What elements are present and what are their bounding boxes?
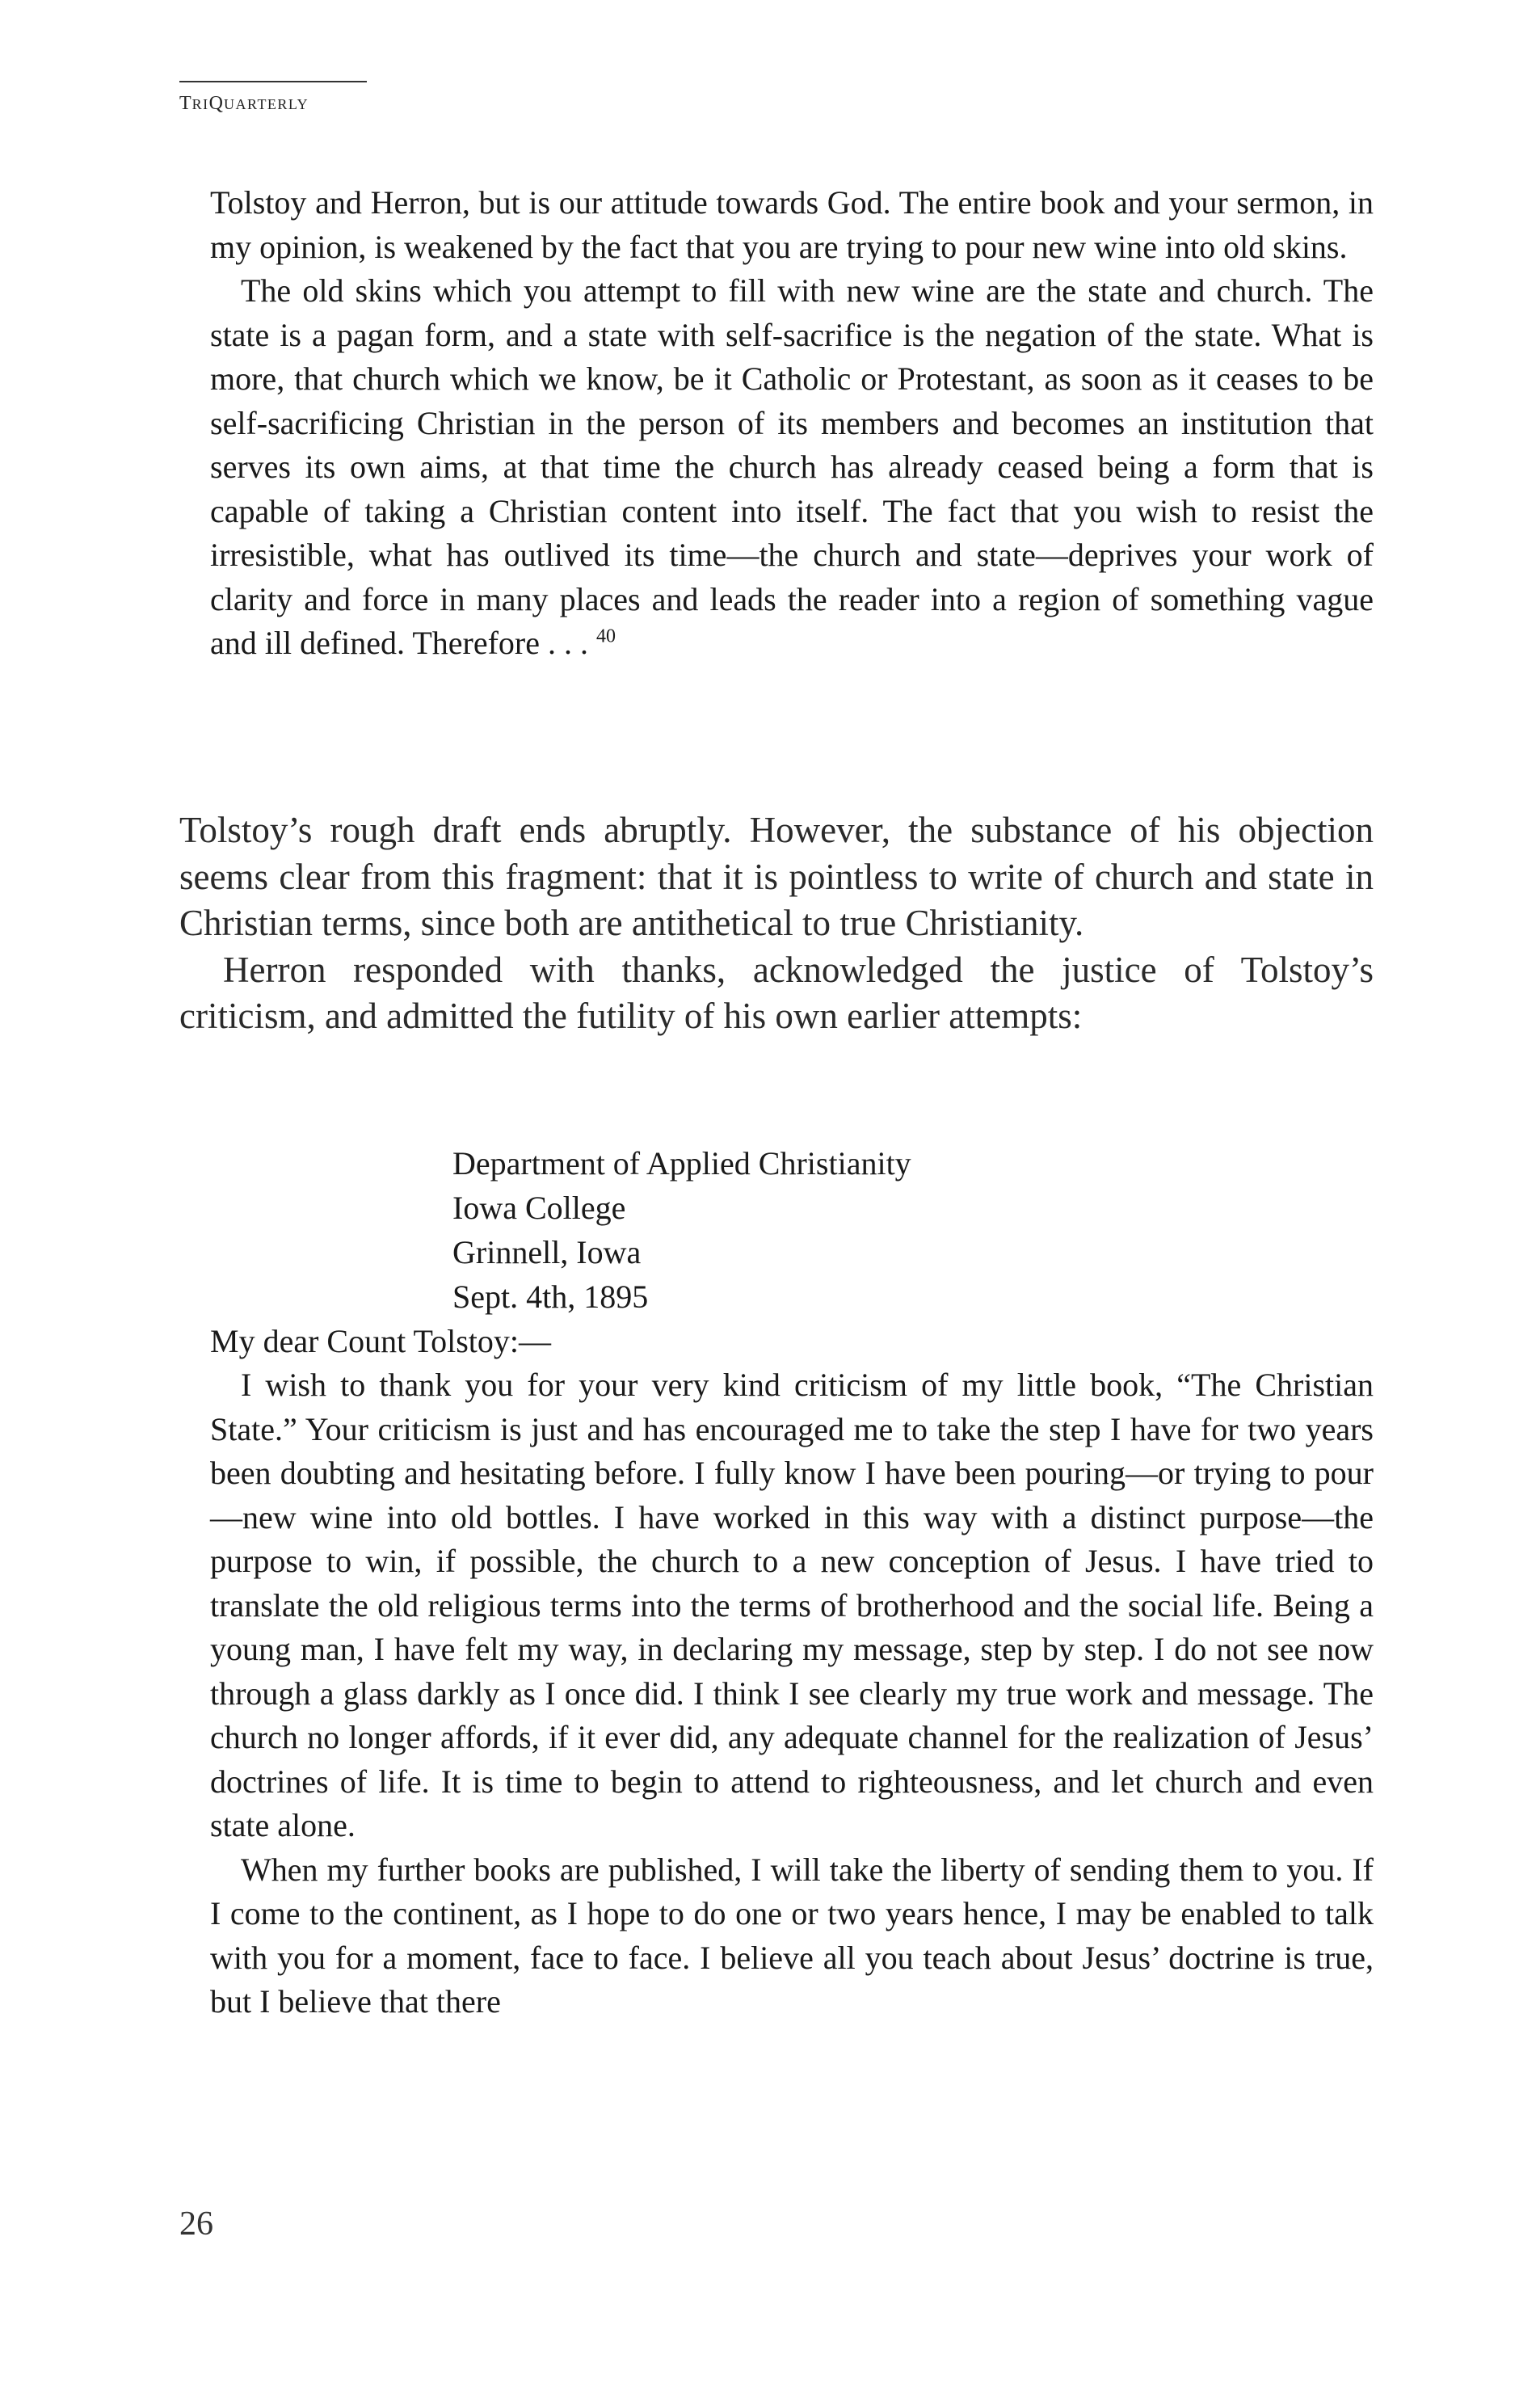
letter-salutation: My dear Count Tolstoy:— xyxy=(210,1323,552,1359)
address-line: Sept. 4th, 1895 xyxy=(452,1278,649,1315)
running-head-rule xyxy=(179,81,367,82)
quote-paragraph xyxy=(210,269,1374,666)
running-head-initial: Q xyxy=(208,93,225,114)
running-head-initial: T xyxy=(179,93,192,114)
address-line: Department of Applied Christianity xyxy=(452,1145,911,1182)
letter-body xyxy=(210,1363,1374,2024)
footnote-reference: 40 xyxy=(595,626,616,647)
quote-paragraph-text: The old skins which you attempt to fill with new wine are the state and church. The state is a pagan form, and a state with self-sacrifice is the negation of the state. What is more, that church which we know, be it Catholic or Protestant, as soon as it ceases to be self-sacrificing Christian in the person of its members and becomes an institution that serves its own aims, at that time the church has already ceased being a form that is capable of taking a Christian content into itself. The fact that you wish to resist the irresistible, what has outlived its time—the church and state—deprives your work of clarity and force in many places and leads the reader into a region of something vague and ill defined. Therefore . . . xyxy=(210,272,1374,661)
tolstoy-quote xyxy=(210,181,1374,666)
page-number: 26 xyxy=(179,2205,213,2243)
letter-paragraph: When my further books are published, I will take the liberty of sending them to you. If I come to the continent, as I hope to do one or two years hence, I may be enabled to talk with you for a moment, face to face. I believe all you teach about Jesus’ doctrine is true, but I believe that there xyxy=(210,1851,1374,2020)
running-head-smallcaps: UARTERLY xyxy=(224,96,309,112)
commentary-paragraph: Herron responded with thanks, acknowledged the justice of Tolstoy’s criticism, and admitted the futility of his own earlier attempts: xyxy=(179,949,1374,1036)
running-head xyxy=(179,93,309,115)
address-line: Grinnell, Iowa xyxy=(452,1234,642,1270)
running-head-smallcaps: RI xyxy=(191,96,209,112)
commentary xyxy=(179,807,1374,1040)
address-line: Iowa College xyxy=(452,1190,626,1226)
letter-address xyxy=(452,1141,911,1319)
quote-paragraph: Tolstoy and Herron, but is our attitude towards God. The entire book and your sermon, in my opinion, is weakened by the fact that you are trying to pour new wine into old skins. xyxy=(210,184,1374,265)
commentary-paragraph: Tolstoy’s rough draft ends abruptly. However, the substance of his objection seems clear from this fragment: that it is pointless to write of church and state in Christian terms, since both are antithetical to true Christianity. xyxy=(179,810,1374,943)
letter-paragraph: I wish to thank you for your very kind criticism of my little book, “The Christian State.” Your criticism is just and has encouraged me to take the step I have for two years been doubting and hesitating before. I fully know I have been pouring—or trying to pour—new wine into old bottles. I have worked in this way with a distinct purpose—the purpose to win, if possible, the church to a new conception of Jesus. I have tried to translate the old religious terms into the terms of brotherhood and the social life. Being a young man, I have felt my way, in declaring my message, step by step. I do not see now through a glass darkly as I once did. I think I see clearly my true work and message. The church no longer affords, if it ever did, any adequate channel for the realization of Jesus’ doctrines of life. It is time to begin to attend to righteousness, and let church and even state alone. xyxy=(210,1367,1374,1843)
